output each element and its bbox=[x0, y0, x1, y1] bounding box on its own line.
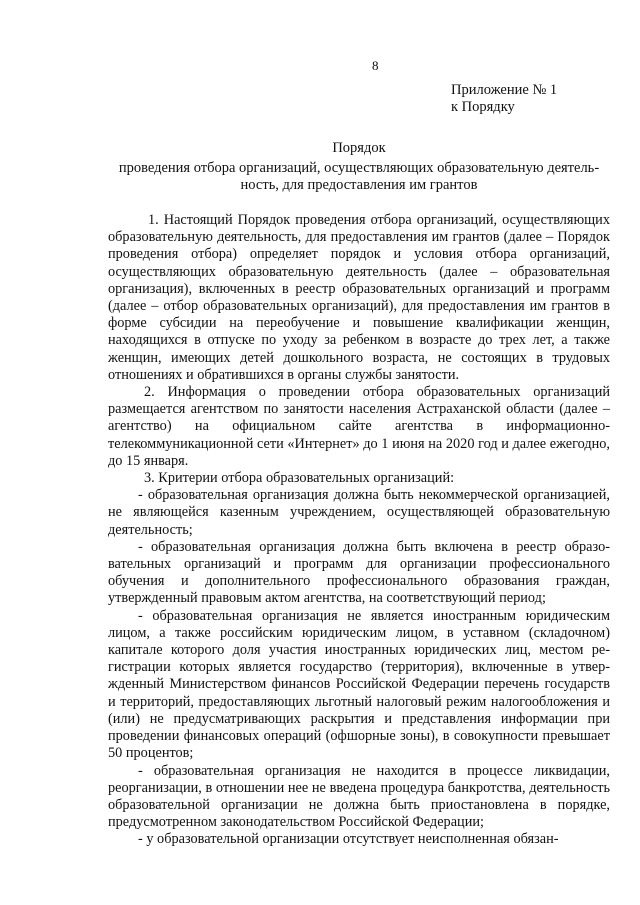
appendix-line: к Порядку bbox=[451, 99, 515, 115]
criterion-item: - образовательная организация должна быть некоммерческой организацией, не являющейся казенным учреждением, осуществляющей образовательную деятельность; bbox=[108, 487, 610, 538]
page-number: 8 bbox=[372, 58, 379, 73]
document-title bbox=[108, 140, 610, 195]
criterion-item: - образовательная организация не является иностранным юридическим лицом, а также российским юридическим лицом, в уставном (складочном) капитале которого доля участия иностранных юридических лиц, местом регистрации которых является государство (территория), включенные в утвержденный Министерством финансов Российской Федерации перечень государств и территорий, предоставляющих льготный налоговый режим налогообложения и (или) не предусматривающих раскрытия и представления информации при проведении финансовых операций (офшорные зоны), в совокупности превышает 50 процентов; bbox=[108, 607, 610, 762]
document-body bbox=[108, 212, 610, 849]
paragraph-item-3: 3. Критерии отбора образовательных организаций: bbox=[144, 470, 455, 487]
paragraph-item-1: 1. Настоящий Порядок проведения отбора организаций, осуществляющих образовательную деятельность, для предоставления им грантов (далее – Порядок проведения отбора) определяет порядок и условия отбора организаций, осуществляющих образовательную деятельность (далее – образовательная организация), включенных в реестр образовательных организаций и программ (далее – отбор образовательных организаций), для предоставления им грантов в форме субсидии на переобучение и повышение квалификации женщин, находящихся в отпуске по уходу за ребенком в возрасте до трех лет, а также женщин, имеющих детей дошкольного возраста, не состоящих в трудовых отношениях и обратившихся в органы службы занятости. bbox=[108, 212, 610, 383]
criterion-item: - образовательная организация должна быть включена в реестр образовательных организаций и программ для организации профессионального обучения и дополнительного профессионального образования граждан, утвержденный правовым актом агентства, на соответствующий период; bbox=[108, 538, 610, 607]
appendix-reference bbox=[451, 82, 557, 116]
criterion-item: - у образовательной организации отсутствует неисполненная обязан- bbox=[138, 831, 559, 848]
title-subheading: проведения отбора организаций, осуществляющих образовательную деятельность, для предоставления им грантов bbox=[118, 159, 600, 193]
criterion-item: - образовательная организация не находится в процессе ликвидации, реорганизации, в отношении нее не введена процедура банкротства, деятельность образовательной организации не должна быть приостановлена в порядке, предусмотренном законодательством Российской Федерации; bbox=[108, 762, 610, 831]
paragraph-item-2: 2. Информация о проведении отбора образовательных организаций размещается агентством по занятости населения Астраханской области (далее – агентство) на официальном сайте агентства в информационно-телекоммуникационной сети «Интернет» до 1 июня на 2020 год и далее ежегодно, до 15 января. bbox=[108, 384, 610, 469]
appendix-line: Приложение № 1 bbox=[451, 82, 558, 98]
title-heading: Порядок bbox=[332, 140, 386, 156]
